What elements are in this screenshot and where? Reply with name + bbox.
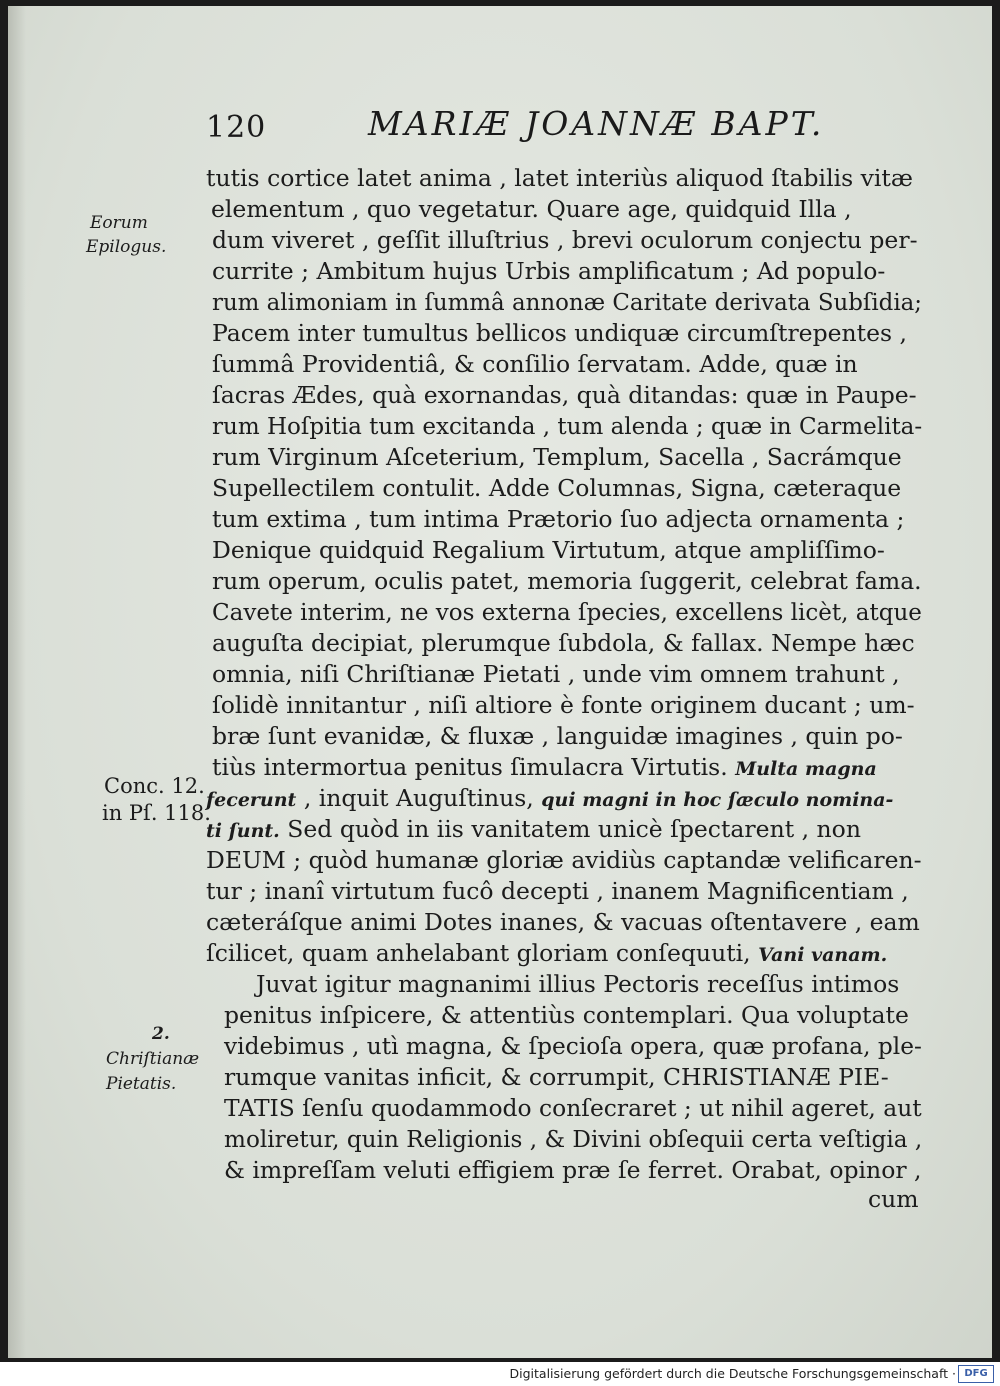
text-line: auguſta decipiat, plerumque ſubdola, & fallax. Nempe hæc [212, 629, 915, 657]
text-line [212, 752, 877, 784]
text-line: Cavete interim, ne vos externa ſpecies, excellens licèt, atque [212, 598, 922, 626]
quotation-italic: ti ſunt. [206, 820, 280, 842]
text-line: rum operum, oculis patet, memoria ſuggerit, celebrat fama. [212, 567, 922, 595]
text-line: omnia, niſi Chriſtianæ Pietati , unde vim omnem trahunt , [212, 660, 900, 688]
text-line: & impreſſam veluti effigiem præ ſe ferret. Orabat, opinor , [224, 1156, 922, 1184]
text-line: Supellectilem contulit. Adde Columnas, Signa, cæteraque [212, 474, 902, 502]
margin-note-number: 2. [152, 1024, 170, 1044]
text-line: rum Virginum Aſceterium, Templum, Sacella , Sacrámque [212, 443, 902, 471]
text-line: penitus inſpicere, & attentiùs contemplari. Qua voluptate [224, 1001, 909, 1029]
footer-bar [0, 1362, 1000, 1386]
funding-credit: Digitalisierung gefördert durch die Deutsche Forschungsgemeinschaft · [509, 1366, 956, 1381]
text-line: elementum , quo vegetatur. Quare age, quidquid Illa , [211, 195, 852, 223]
margin-note-christianae: Chriſtianæ [106, 1049, 200, 1069]
text-line: rumque vanitas inficit, & corrumpit, CHRISTIANÆ PIE- [224, 1063, 889, 1091]
quotation-italic: Multa magna [735, 758, 877, 780]
text-segment: tiùs intermortua penitus ſimulacra Virtutis. [212, 753, 728, 781]
text-segment: , inquit Auguſtinus, [303, 784, 534, 812]
text-line: TATIS ſenſu quodammodo conſecraret ; ut nihil ageret, aut [224, 1094, 922, 1122]
margin-note-pietatis: Pietatis. [106, 1074, 177, 1094]
text-segment: Sed quòd in iis vanitatem unicè ſpectarent , non [287, 815, 861, 843]
quotation-italic: qui magni in hoc ſæculo nomina- [541, 789, 894, 811]
text-segment: ſcilicet, quam anhelabant gloriam conſequuti, [206, 939, 751, 967]
text-line: bræ ſunt evanidæ, & fluxæ , languidæ imagines , quin po- [212, 722, 903, 750]
text-line: cæteráſque animi Dotes inanes, & vacuas oſtentavere , eam [206, 908, 920, 936]
text-line: ſummâ Providentiâ, & conſilio ſervatam. Adde, quæ in [212, 350, 858, 378]
dfg-logo-icon[interactable]: DFG [958, 1365, 994, 1383]
text-line: DEUM ; quòd humanæ gloriæ avidiùs captandæ velificaren- [206, 846, 922, 874]
text-line: tur ; inanî virtutum fucô decepti , inanem Magnificentiam , [206, 877, 909, 905]
text-line: Denique quidquid Regalium Virtutum, atque ampliſſimo- [212, 536, 885, 564]
text-line: currite ; Ambitum hujus Urbis amplificatum ; Ad populo- [212, 257, 886, 285]
text-line: videbimus , utì magna, & ſpecioſa opera, quæ profana, ple- [224, 1032, 922, 1060]
text-line [206, 938, 887, 970]
catchword: cum [868, 1185, 919, 1213]
text-line: tum extima , tum intima Prætorio ſuo adjecta ornamenta ; [212, 505, 905, 533]
running-head: MARIÆ JOANNÆ BAPT. [368, 104, 825, 143]
margin-note-eorum: Eorum [90, 213, 148, 233]
text-line: rum alimoniam in ſummâ annonæ Caritate derivata Subſidia; [212, 288, 923, 316]
margin-note-psalm: in Pſ. 118. [102, 801, 211, 825]
text-line: tutis cortice latet anima , latet interiùs aliquod ſtabilis vitæ [206, 164, 913, 192]
text-line: ſolidè innitantur , niſi altiore è fonte originem ducant ; um- [212, 691, 915, 719]
text-line: moliretur, quin Religionis , & Divini obſequii certa veſtigia , [224, 1125, 923, 1153]
margin-note-epilogus: Epilogus. [86, 237, 167, 257]
text-line [206, 814, 861, 846]
text-line: ſacras Ædes, quà exornandas, quà ditandas: quæ in Paupe- [212, 381, 917, 409]
quotation-italic: fecerunt [206, 789, 297, 811]
text-line: rum Hoſpitia tum excitanda , tum alenda ; quæ in Carmelita- [212, 412, 923, 440]
text-line [206, 783, 893, 815]
text-line: Juvat igitur magnanimi illius Pectoris receſſus intimos [256, 970, 900, 998]
quotation-italic: Vani vanam. [758, 944, 888, 966]
margin-note-conc: Conc. 12. [104, 774, 205, 798]
text-line: dum viveret , geſſit illuſtrius , brevi oculorum conjectu per- [212, 226, 918, 254]
text-line: Pacem inter tumultus bellicos undiquæ circumſtrepentes , [212, 319, 908, 347]
page-number: 120 [206, 110, 267, 145]
